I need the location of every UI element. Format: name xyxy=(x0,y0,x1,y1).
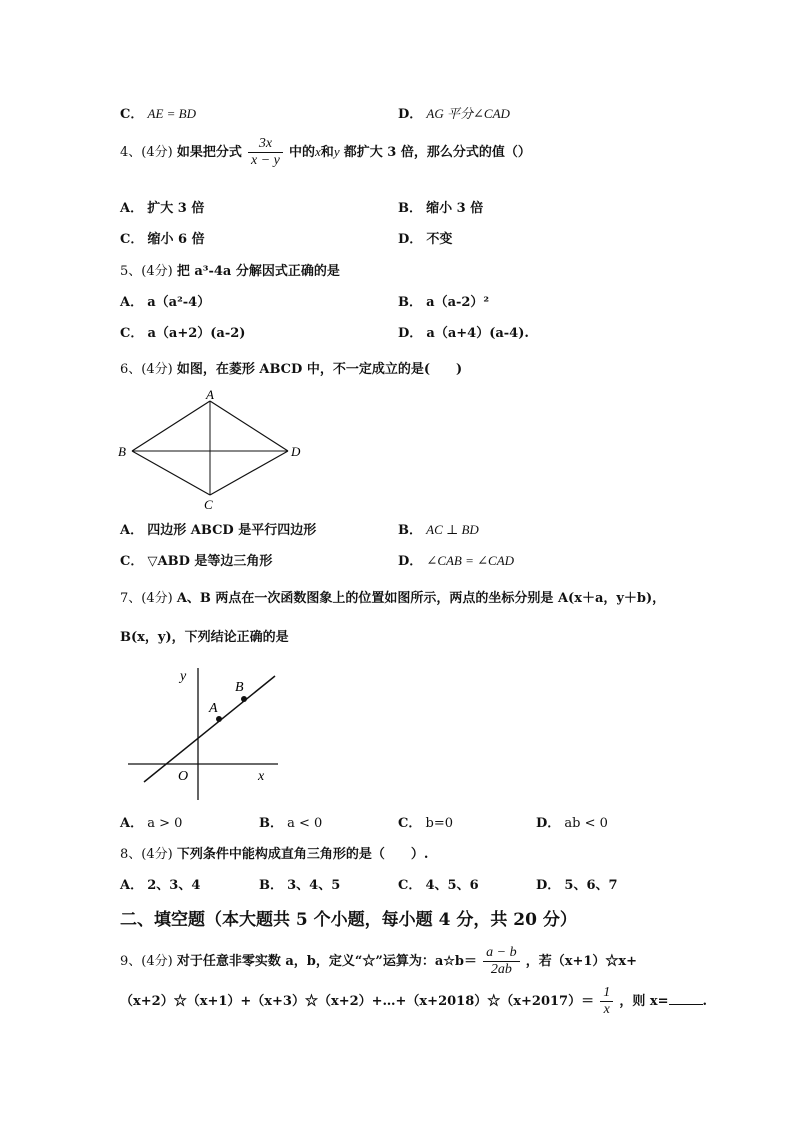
function-line xyxy=(144,676,275,782)
option-label: C． xyxy=(120,107,144,122)
edge-cd xyxy=(210,451,288,495)
answer-blank[interactable] xyxy=(669,992,703,1005)
q9-stem-pre: 对于任意非零实数 a，b，定义“☆”运算为：a☆b＝ xyxy=(176,954,477,969)
rhombus-figure xyxy=(110,385,320,510)
option-text: AC ⊥ BD xyxy=(426,522,479,537)
q4-stem-pre: 如果把分式 xyxy=(176,145,242,160)
option-text: a（a+2）(a-2) xyxy=(147,326,246,341)
vertex-label-a: A xyxy=(206,387,214,402)
question-number: 6、(4分) xyxy=(120,362,173,377)
q8-option-b xyxy=(259,874,340,893)
option-label: D． xyxy=(398,232,423,247)
q4-fraction xyxy=(248,136,283,169)
option-text: ab < 0 xyxy=(564,816,608,831)
q7-stem-text-1: A、B 两点在一次函数图象上的位置如图所示，两点的坐标分别是 A(x＋a，y＋b)， xyxy=(176,591,666,606)
option-label: A． xyxy=(120,878,144,893)
q5-stem-text: 把 a³-4a 分解因式正确的是 xyxy=(176,264,340,279)
option-label: B． xyxy=(259,878,283,893)
q6-option-b xyxy=(398,519,479,538)
point-a xyxy=(216,716,222,722)
q6-stem-text: 如图，在菱形 ABCD 中，不一定成立的是( ) xyxy=(176,362,463,377)
q6-option-d xyxy=(398,550,514,569)
q3-option-d xyxy=(398,103,510,122)
option-label: D． xyxy=(398,326,423,341)
q5-option-a xyxy=(120,291,210,310)
y-axis-label: y xyxy=(180,669,187,684)
q7-stem-line2 xyxy=(120,626,289,645)
question-number: 9、(4分) xyxy=(120,954,173,969)
q4-stem-mid: 中的 xyxy=(289,145,316,160)
q7-option-d xyxy=(536,812,608,831)
point-b-label: B xyxy=(235,680,244,695)
q4-option-d xyxy=(398,228,452,247)
option-text: ∠CAB = ∠CAD xyxy=(426,553,515,568)
edge-bc xyxy=(132,451,210,495)
option-label: C． xyxy=(398,816,422,831)
option-text: 5、6、7 xyxy=(564,878,618,893)
option-label: B． xyxy=(398,295,422,310)
option-text: a（a²-4） xyxy=(147,295,211,310)
fraction-denominator: x − y xyxy=(250,153,280,168)
q5-option-d xyxy=(398,322,529,341)
fraction-denominator: 2ab xyxy=(490,962,512,977)
option-text: 缩小 6 倍 xyxy=(147,232,205,247)
option-label: A． xyxy=(120,816,144,831)
q9-fraction xyxy=(483,945,519,978)
question-number: 7、(4分) xyxy=(120,591,173,606)
edge-ad xyxy=(210,401,288,451)
option-label: A． xyxy=(120,295,144,310)
question-number: 8、(4分) xyxy=(120,847,173,862)
edge-ab xyxy=(132,401,210,451)
q4-stem-and: 和 xyxy=(320,145,334,160)
option-label: D． xyxy=(398,107,423,122)
option-label: B． xyxy=(259,816,283,831)
q8-option-c xyxy=(398,874,479,893)
q4-option-a xyxy=(120,197,204,216)
option-text: a < 0 xyxy=(287,816,323,831)
q7-option-a xyxy=(120,812,182,831)
option-text: b=0 xyxy=(425,816,453,831)
option-text: ▽ABD 是等边三角形 xyxy=(147,554,273,569)
q4-stem-post: 都扩大 3 倍，那么分式的值（） xyxy=(343,145,531,160)
option-label: C． xyxy=(120,326,144,341)
q9-stem-line1 xyxy=(120,945,637,978)
q5-stem xyxy=(120,260,340,279)
option-label: C． xyxy=(120,232,144,247)
option-label: C． xyxy=(120,554,144,569)
q9-stem-post: ，若（x+1）☆x+ xyxy=(525,954,638,969)
q4-option-b xyxy=(398,197,483,216)
q9-line2-post: ，则 x= xyxy=(619,994,669,1009)
question-number: 5、(4分) xyxy=(120,264,173,279)
option-label: B． xyxy=(398,201,422,216)
q8-stem-text: 下列条件中能构成直角三角形的是（ ）. xyxy=(176,847,429,862)
q7-option-b xyxy=(259,812,322,831)
option-label: A． xyxy=(120,523,144,538)
option-text: AE = BD xyxy=(147,106,196,121)
option-text: 缩小 3 倍 xyxy=(426,201,484,216)
option-label: B． xyxy=(398,523,422,538)
linear-function-figure xyxy=(120,660,290,805)
fraction-denominator: x xyxy=(603,1002,610,1017)
q4-option-c xyxy=(120,228,205,247)
option-text: 扩大 3 倍 xyxy=(147,201,205,216)
vertex-label-c: C xyxy=(204,497,213,510)
option-text: 不变 xyxy=(426,232,453,247)
q6-stem xyxy=(120,358,462,377)
q6-option-a xyxy=(120,519,316,538)
fraction-numerator: 1 xyxy=(600,985,613,1002)
q9-stem-line2 xyxy=(120,985,707,1018)
option-label: D． xyxy=(536,816,561,831)
option-text: 3、4、5 xyxy=(287,878,341,893)
option-text: AG 平分∠CAD xyxy=(426,106,510,121)
option-text: a（a+4）(a-4). xyxy=(426,326,529,341)
option-label: D． xyxy=(536,878,561,893)
q5-option-b xyxy=(398,291,489,310)
fraction-numerator: 3x xyxy=(248,136,283,153)
q9-fraction-2 xyxy=(600,985,613,1018)
q8-stem xyxy=(120,843,428,862)
option-text: 2、3、4 xyxy=(147,878,201,893)
vertex-label-d: D xyxy=(291,444,301,459)
q8-option-a xyxy=(120,874,200,893)
x-axis-label: x xyxy=(258,769,265,784)
q5-option-c xyxy=(120,322,245,341)
origin-label: O xyxy=(178,769,189,784)
q9-line2-end: . xyxy=(702,994,708,1009)
option-label: C． xyxy=(398,878,422,893)
section-title: 二、填空题（本大题共 5 个小题，每小题 4 分，共 20 分） xyxy=(120,910,577,930)
point-a-label: A xyxy=(209,701,218,716)
fraction-numerator: a − b xyxy=(483,945,519,962)
q7-stem-line1 xyxy=(120,587,665,606)
var-x: x xyxy=(315,144,321,159)
q9-line2-pre: （x+2）☆（x+1）+（x+3）☆（x+2）+…+（x+2018）☆（x+2017）＝ xyxy=(120,994,595,1009)
option-label: A． xyxy=(120,201,144,216)
var-y: y xyxy=(333,144,340,159)
option-text: 4、5、6 xyxy=(425,878,479,893)
option-text: a（a-2）² xyxy=(426,295,490,310)
option-text: a > 0 xyxy=(147,816,183,831)
option-text: 四边形 ABCD 是平行四边形 xyxy=(147,523,317,538)
q3-option-c xyxy=(120,103,196,122)
point-b xyxy=(241,696,247,702)
question-number: 4、(4分) xyxy=(120,145,173,160)
q7-option-c xyxy=(398,812,453,831)
q4-stem xyxy=(120,136,531,169)
q8-option-d xyxy=(536,874,618,893)
vertex-label-b: B xyxy=(118,444,126,459)
q6-option-c xyxy=(120,550,272,569)
q7-stem-text-2: B(x，y)，下列结论正确的是 xyxy=(120,630,289,645)
option-label: D． xyxy=(398,554,423,569)
